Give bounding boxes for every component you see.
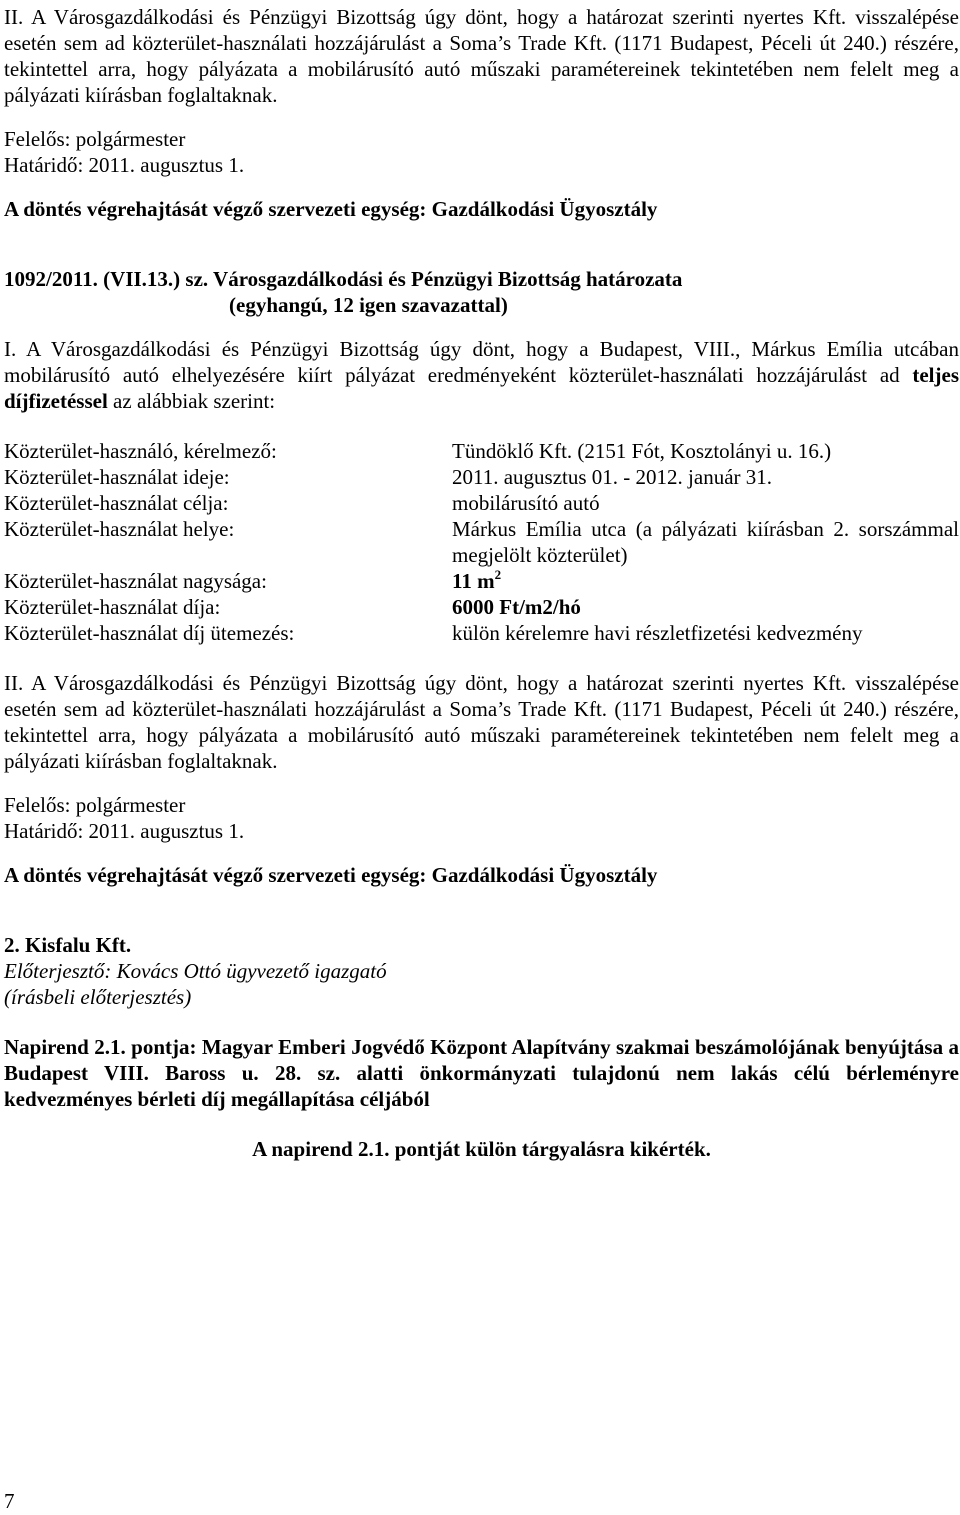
block2-paragraph: II. A Városgazdálkodási és Pénzügyi Bizottság úgy dönt, hogy a határozat szerinti nyertes Kft. visszalépése esetén sem ad közterület-használati hozzájárulást a Soma’s Trade Kft. (1171 Budapest, Péceli út 240.) részére, tekintettel arra, hogy pályázata a mobilárusító autó műszaki paramétereinek tekintetében nem felelt meg a pályázati kiírásban foglaltaknak. xyxy=(4,671,959,773)
field-row xyxy=(4,594,959,620)
field-value: Márkus Emília utca (a pályázati kiírásban 2. sorszámmal megjelölt közterület) xyxy=(452,517,959,567)
field-row xyxy=(4,438,959,464)
field-label: Közterület-használó, kérelmező: xyxy=(4,439,277,463)
field-value: külön kérelemre havi részletfizetési kedvezmény xyxy=(452,621,863,645)
section2-written: (írásbeli előterjesztés) xyxy=(4,985,192,1009)
block2-unit: A döntés végrehajtását végző szervezeti egység: Gazdálkodási Ügyosztály xyxy=(4,863,658,887)
section2-agenda: Napirend 2.1. pontja: Magyar Emberi Jogvédő Központ Alapítvány szakmai beszámolójának benyújtása a Budapest VIII. Baross u. 28. sz. alatti önkormányzati tulajdonú nem lakás célú bérleményre kedvezményes bérleti díj megállapítása céljából xyxy=(4,1035,959,1111)
field-row xyxy=(4,464,959,490)
field-label: Közterület-használat nagysága: xyxy=(4,569,267,593)
document-page xyxy=(4,4,959,1162)
field-value: 6000 Ft/m2/hó xyxy=(452,595,581,619)
section2-presenter: Előterjesztő: Kovács Ottó ügyvezető igazgató xyxy=(4,959,387,983)
field-value: mobilárusító autó xyxy=(452,491,600,515)
block1-responsible: Felelős: polgármester xyxy=(4,127,186,151)
field-row xyxy=(4,568,959,594)
page-number: 7 xyxy=(4,1489,15,1513)
resolution-fields xyxy=(4,438,959,646)
field-label: Közterület-használat helye: xyxy=(4,517,235,541)
resolution-paragraph-part1: I. A Városgazdálkodási és Pénzügyi Bizottság úgy dönt, hogy a Budapest, VIII., Márkus Emília utcában mobilárusító autó elhelyezésére kiírt pályázat eredményeként közterület-használati hozzájárulást ad xyxy=(4,337,959,387)
resolution-title: 1092/2011. (VII.13.) sz. Városgazdálkodási és Pénzügyi Bizottság határozata xyxy=(4,267,683,291)
section2-note: A napirend 2.1. pontját külön tárgyalásra kikérték. xyxy=(252,1137,711,1161)
resolution-paragraph xyxy=(4,336,959,414)
resolution-paragraph-bold: teljes díjfizetéssel xyxy=(4,363,959,413)
field-label: Közterület-használat díj ütemezés: xyxy=(4,621,295,645)
field-label: Közterület-használat célja: xyxy=(4,491,229,515)
block2-deadline: Határidő: 2011. augusztus 1. xyxy=(4,819,245,843)
field-value xyxy=(452,568,959,594)
field-row xyxy=(4,620,959,646)
field-value: 2011. augusztus 01. - 2012. január 31. xyxy=(452,465,773,489)
field-value-superscript: 2 xyxy=(494,567,502,582)
field-row xyxy=(4,490,959,516)
block1-unit: A döntés végrehajtását végző szervezeti egység: Gazdálkodási Ügyosztály xyxy=(4,197,658,221)
field-label: Közterület-használat díja: xyxy=(4,595,221,619)
resolution-paragraph-part2: az alábbiak szerint: xyxy=(107,389,276,413)
field-row xyxy=(4,516,959,568)
block2-responsible: Felelős: polgármester xyxy=(4,793,186,817)
block1-paragraph: II. A Városgazdálkodási és Pénzügyi Bizottság úgy dönt, hogy a határozat szerinti nyertes Kft. visszalépése esetén sem ad közterület-használati hozzájárulást a Soma’s Trade Kft. (1171 Budapest, Péceli út 240.) részére, tekintettel arra, hogy pályázata a mobilárusító autó műszaki paramétereinek tekintetében nem felelt meg a pályázati kiírásban foglaltaknak. xyxy=(4,5,959,107)
block1-deadline: Határidő: 2011. augusztus 1. xyxy=(4,153,245,177)
field-label: Közterület-használat ideje: xyxy=(4,465,230,489)
field-value: Tündöklő Kft. (2151 Fót, Kosztolányi u. 16.) xyxy=(452,439,832,463)
field-value-area: 11 m xyxy=(452,569,495,593)
section2-title: 2. Kisfalu Kft. xyxy=(4,933,132,957)
resolution-vote: (egyhangú, 12 igen szavazattal) xyxy=(229,293,508,317)
